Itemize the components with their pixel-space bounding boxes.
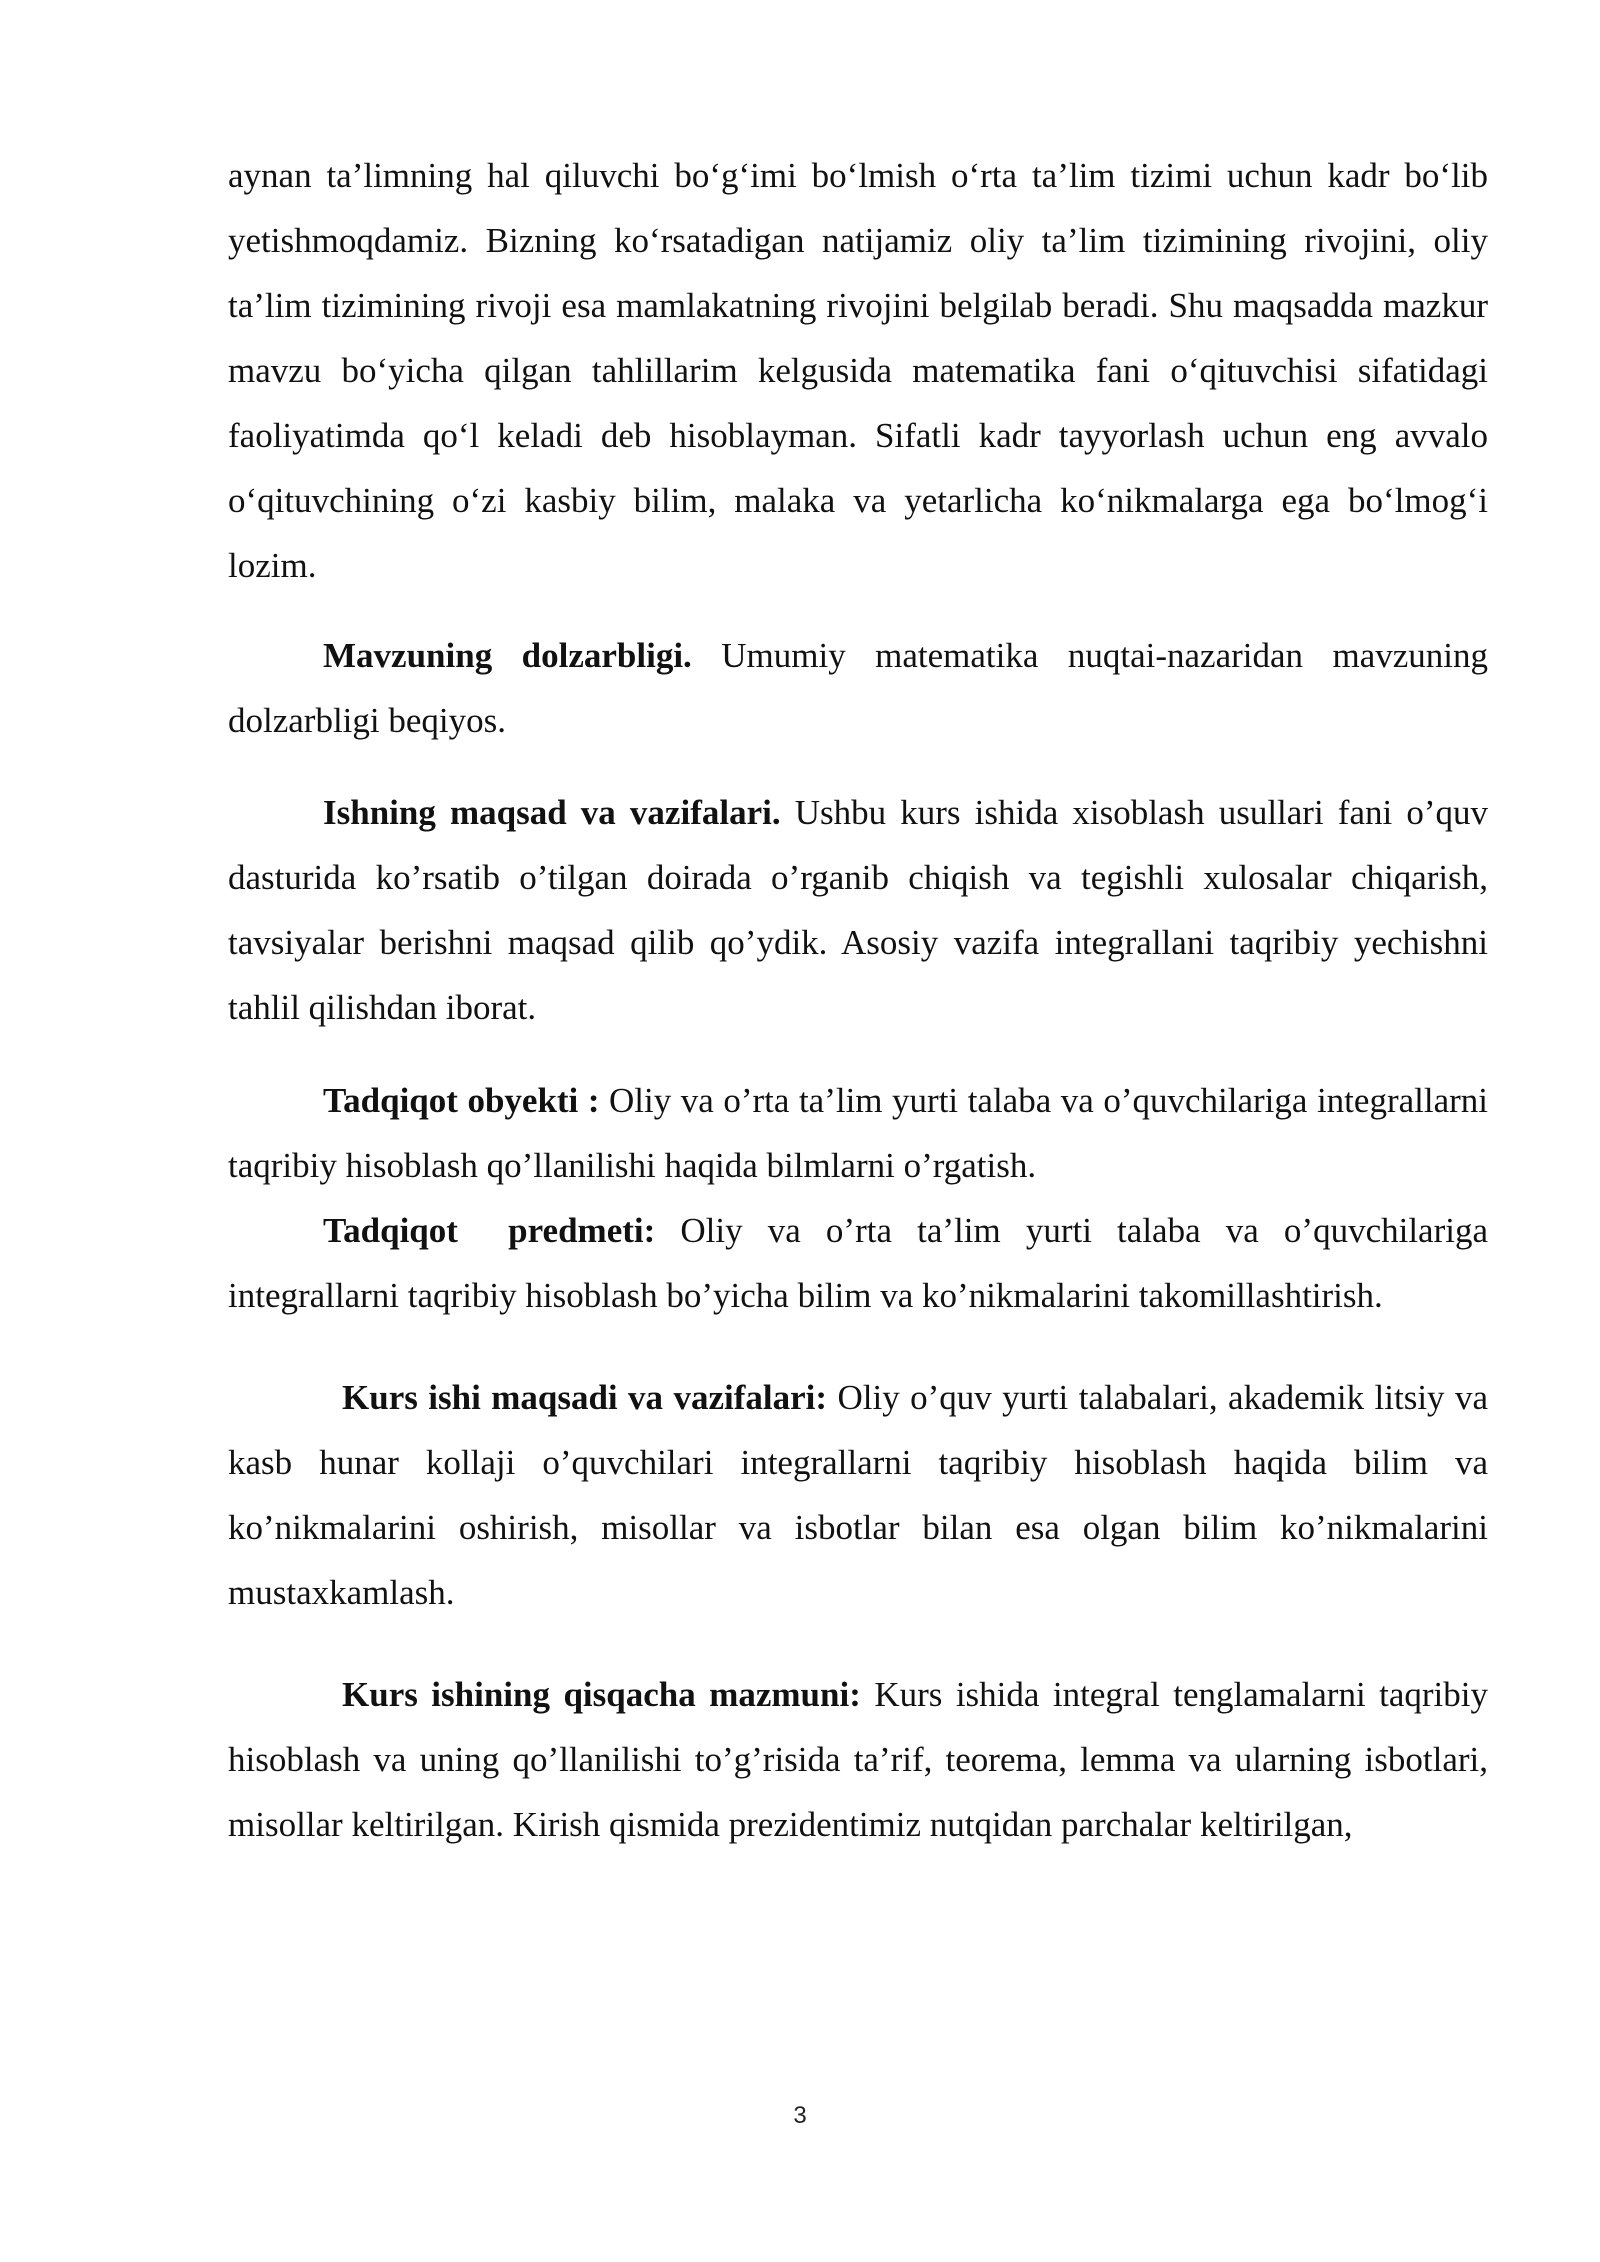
section-heading-goals: Ishning maqsad va vazifalari. [323,793,781,832]
section-heading-coursework-goals: Kurs ishi maqsadi va vazifalari: [342,1378,828,1417]
section-heading-research-object: Tadqiqot obyekti : [323,1081,600,1120]
paragraph-intro [228,143,1488,598]
paragraph-research-object [228,1068,1488,1198]
paragraph-text: aynan ta’limning hal qiluvchi bo‘g‘imi bo‘lmish o‘rta ta’lim tizimi uchun kadr bo‘lib yetishmoqdamiz. Bizning ko‘rsatadigan natijamiz oliy ta’lim tizimining rivojini, oliy ta’lim tizimining rivoji esa mamlakatning rivojini belgilab beradi. Shu maqsadda mazkur mavzu bo‘yicha qilgan tahlillarim kelgusida matematika fani o‘qituvchisi sifatidagi faoliyatimda qo‘l keladi deb hisoblayman. Sifatli kadr tayyorlash uchun eng avvalo o‘qituvchining o‘zi kasbiy bilim, malaka va yetarlicha ko‘nikmalarga ega bo‘lmog‘i lozim. [228,156,1488,585]
paragraph-text: Ushbu kurs ishida xisoblash usullari fani o’quv dasturida ko’rsatib o’tilgan doirada o’rganib chiqish va tegishli xulosalar chiqarish, tavsiyalar berishni maqsad qilib qo’ydik. Asosiy vazifa integrallani taqribiy yechishni tahlil qilishdan iborat. [228,793,1488,1027]
paragraph-goals [228,780,1488,1040]
paragraph-text: Umumiy matematika nuqtai-nazaridan mavzuning dolzarbligi beqiyos. [228,636,1488,740]
paragraph-coursework-goals [228,1365,1488,1625]
paragraph-text: Oliy va o’rta ta’lim yurti talaba va o’quvchilariga integrallarni taqribiy hisoblash bo’yicha bilim va ko’nikmalarini takomillashtirish. [228,1211,1488,1315]
paragraph-relevance [228,623,1488,753]
page-number: 3 [793,2102,807,2129]
paragraph-summary [228,1662,1488,1857]
paragraph-research-subject [228,1198,1488,1328]
section-heading-research-subject: Tadqiqot predmeti: [323,1211,656,1250]
paragraph-text: Oliy o’quv yurti talabalari, akademik litsiy va kasb hunar kollaji o’quvchilari integrallarni taqribiy hisoblash haqida bilim va ko’nikmalarini oshirish, misollar va isbotlar bilan esa olgan bilim ko’nikmalarini mustaxkamlash. [228,1378,1488,1612]
section-heading-summary: Kurs ishining qisqacha mazmuni: [342,1675,861,1714]
paragraph-text: Oliy va o’rta ta’lim yurti talaba va o’quvchilariga integrallarni taqribiy hisoblash qo’llanilishi haqida bilmlarni o’rgatish. [228,1081,1488,1185]
paragraph-text: Kurs ishida integral tenglamalarni taqribiy hisoblash va uning qo’llanilishi to’g’risida ta’rif, teorema, lemma va ularning isbotlari, misollar keltirilgan. Kirish qismida prezidentimiz nutqidan parchalar keltirilgan, [228,1675,1488,1844]
section-heading-relevance: Mavzuning dolzarbligi. [323,636,692,675]
